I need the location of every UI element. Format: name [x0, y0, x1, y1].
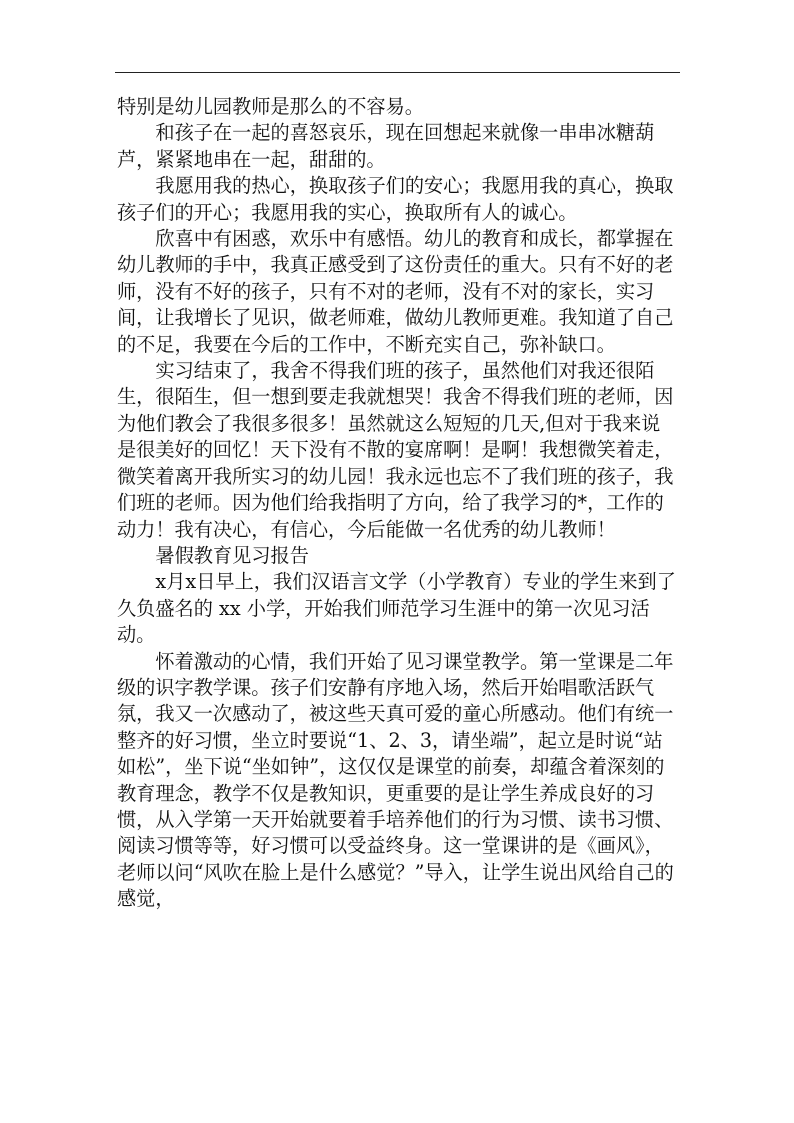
paragraph: 和孩子在一起的喜怒哀乐，现在回想起来就像一串串冰糖葫芦，紧紧地串在一起，甜甜的。 — [117, 121, 655, 171]
paragraph: 欣喜中有困惑，欢乐中有感悟。幼儿的教育和成长，都掌握在幼儿教师的手中，我真正感受到了这份责任的重大。只有不好的老师，没有不好的孩子，只有不对的老师，没有不对的家长，实习间，让我增长了见识，做老师难，做幼儿教师更难。我知道了自己的不足，我要在今后的工作中，不断充实自己，弥补缺口。 — [117, 227, 674, 356]
document-body — [117, 94, 679, 913]
paragraph: x月x日早上，我们汉语言文学（小学教育）专业的学生来到了久负盛名的 xx 小学，开始我们师范学习生涯中的第一次见习活动。 — [117, 570, 676, 647]
paragraph: 特别是幼儿园教师是那么的不容易。 — [117, 95, 424, 118]
paragraph: 实习结束了，我舍不得我们班的孩子，虽然他们对我还很陌生，很陌生，但一想到要走我就想哭！我舍不得我们班的老师，因为他们教会了我很多很多！虽然就这么短短的几天,但对于我来说是很美好的回忆！天下没有不散的宴席啊！是啊！我想微笑着走，微笑着离开我所实习的幼儿园！我永远也忘不了我们班的孩子，我们班的老师。因为他们给我指明了方向，给了我学习的*，工作的动力！我有决心，有信心，今后能做一名优秀的幼儿教师！ — [117, 359, 674, 541]
section-heading: 暑假教育见习报告 — [155, 543, 309, 567]
paragraph: 怀着激动的心情，我们开始了见习课堂教学。第一堂课是二年级的识字教学课。孩子们安静有序地入场，然后开始唱歌活跃气氛，我又一次感动了，被这些天真可爱的童心所感动。他们有统一整齐的好习惯，坐立时要说“1、2、3，请坐端”，起立是时说“站如松”，坐下说“坐如钟”，这仅仅是课堂的前奏，却蕴含着深刻的教育理念，教学不仅是教知识，更重要的是让学生养成良好的习惯，从入学第一天开始就要着手培养他们的行为习惯、读书习惯、阅读习惯等等，好习惯可以受益终身。这一堂课讲的是《画风》，老师以问“风吹在脸上是什么感觉？”导入，让学生说出风给自己的感觉， — [117, 649, 674, 911]
paragraph: 我愿用我的热心，换取孩子们的安心；我愿用我的真心，换取孩子们的开心；我愿用我的实心，换取所有人的诚心。 — [117, 174, 674, 224]
header-rule — [115, 72, 680, 73]
